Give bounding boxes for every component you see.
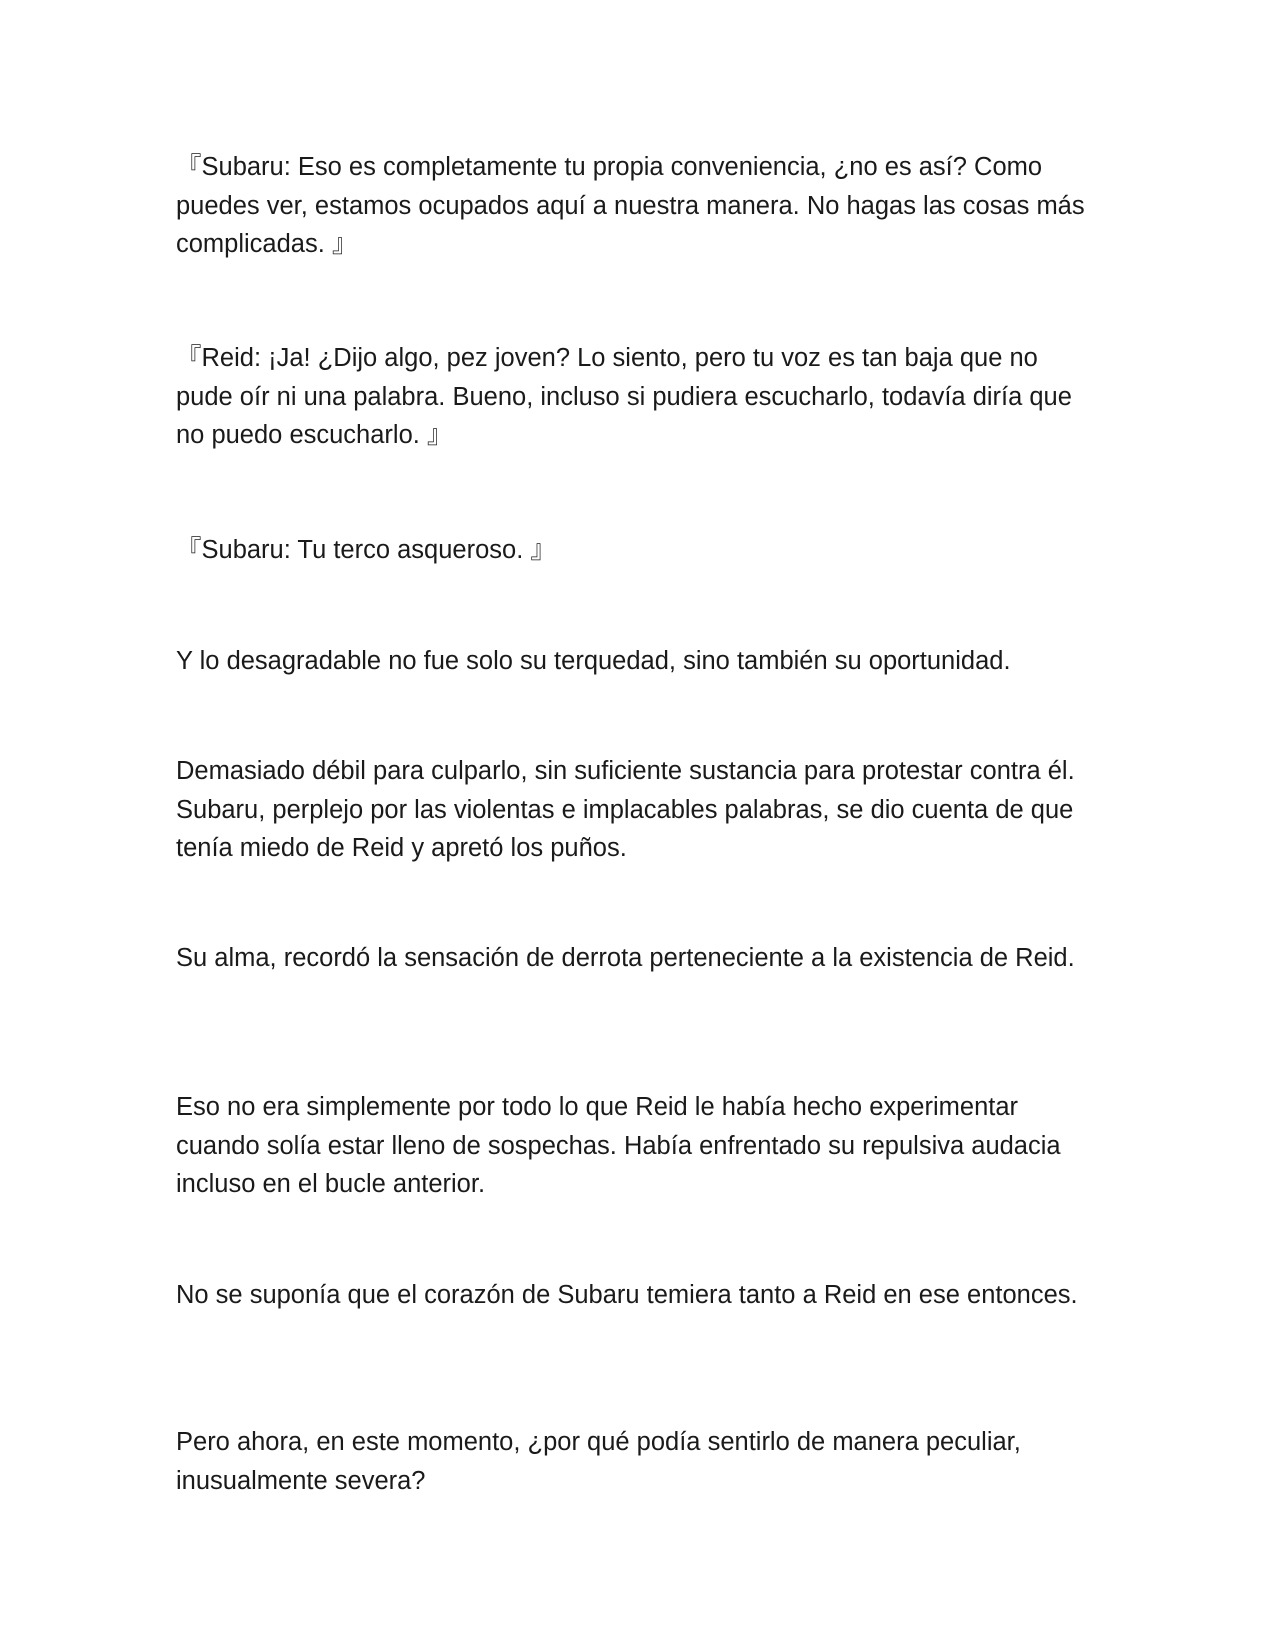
narration-paragraph-4: Eso no era simplemente por todo lo que Reid le había hecho experimentar cuando solía estar lleno de sospechas. Había enfrentado su repulsiva audacia incluso en el bucle anterior. [176, 1093, 1061, 1198]
dialogue-paragraph-reid: 『Reid: ¡Ja! ¿Dijo algo, pez joven? Lo siento, pero tu voz es tan baja que no pude oír ni una palabra. Bueno, incluso si pudiera escucharlo, todavía diría que no puedo escucharlo. 』 [176, 344, 1072, 449]
narration-paragraph-6: Pero ahora, en este momento, ¿por qué podía sentirlo de manera peculiar, inusualmente severa? [176, 1428, 1021, 1495]
narration-paragraph-3: Su alma, recordó la sensación de derrota perteneciente a la existencia de Reid. [176, 944, 1075, 972]
narration-paragraph-1: Y lo desagradable no fue solo su terquedad, sino también su oportunidad. [176, 647, 1011, 675]
dialogue-paragraph-subaru-1: 『Subaru: Eso es completamente tu propia conveniencia, ¿no es así? Como puedes ver, estamos ocupados aquí a nuestra manera. No hagas las cosas más complicadas. 』 [176, 153, 1085, 258]
narration-paragraph-5: No se suponía que el corazón de Subaru temiera tanto a Reid en ese entonces. [176, 1281, 1078, 1309]
narration-paragraph-2: Demasiado débil para culparlo, sin suficiente sustancia para protestar contra él. Subaru, perplejo por las violentas e implacables palabras, se dio cuenta de que tenía miedo de Reid y apretó los puños. [176, 757, 1075, 862]
dialogue-paragraph-subaru-2: 『Subaru: Tu terco asqueroso. 』 [176, 536, 556, 564]
